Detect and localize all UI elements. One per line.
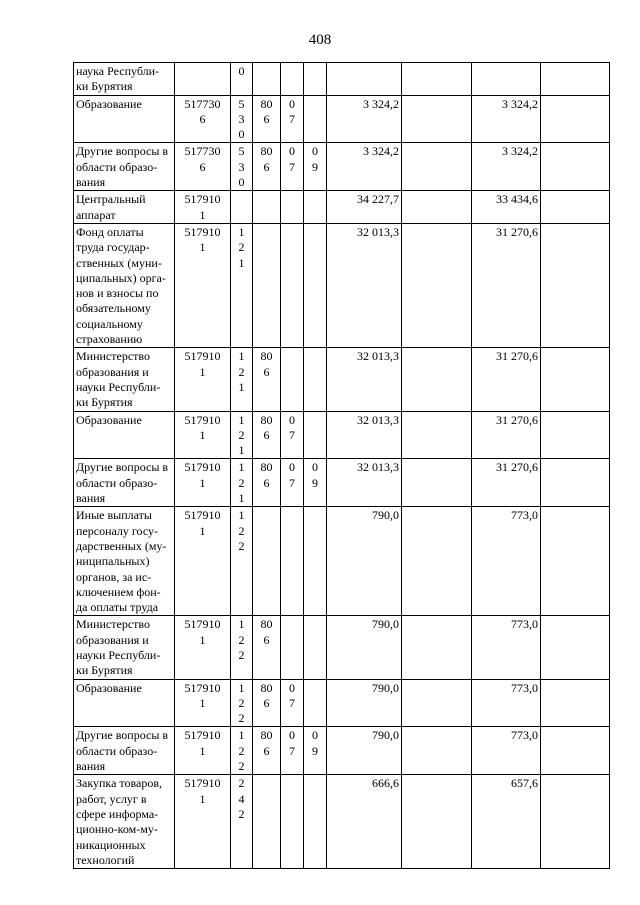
target-code: 517910 1 bbox=[175, 459, 231, 507]
amount-2: 33 434,6 bbox=[472, 191, 541, 224]
subsection-code bbox=[304, 411, 327, 459]
empty-cell bbox=[541, 775, 610, 869]
expense-type: 2 4 2 bbox=[231, 775, 253, 869]
table-row bbox=[74, 411, 610, 459]
amount-2: 31 270,6 bbox=[472, 223, 541, 347]
expense-type: 1 2 2 bbox=[231, 616, 253, 679]
ministry-code bbox=[253, 63, 281, 96]
target-code: 517910 1 bbox=[175, 411, 231, 459]
ministry-code bbox=[253, 191, 281, 224]
section-code bbox=[281, 191, 304, 224]
row-name: Другие вопросы в области образо- вания bbox=[74, 727, 175, 775]
table-row bbox=[74, 616, 610, 679]
row-name: Закупка товаров, работ, услуг в сфере информа- ционно-ком-му- никационных технологий bbox=[74, 775, 175, 869]
row-name: наука Республи- ки Бурятия bbox=[74, 63, 175, 96]
empty-cell bbox=[541, 727, 610, 775]
section-code bbox=[281, 348, 304, 411]
ministry-code: 80 6 bbox=[253, 679, 281, 727]
amount-1 bbox=[327, 63, 402, 96]
expense-type: 5 3 0 bbox=[231, 95, 253, 143]
target-code: 517910 1 bbox=[175, 223, 231, 347]
subsection-code bbox=[304, 775, 327, 869]
empty-cell bbox=[541, 459, 610, 507]
empty-cell bbox=[541, 223, 610, 347]
empty-cell bbox=[402, 679, 472, 727]
empty-cell bbox=[541, 63, 610, 96]
table-row bbox=[74, 143, 610, 191]
empty-cell bbox=[402, 775, 472, 869]
section-code bbox=[281, 223, 304, 347]
table-row bbox=[74, 348, 610, 411]
empty-cell bbox=[541, 143, 610, 191]
amount-2: 773,0 bbox=[472, 679, 541, 727]
empty-cell bbox=[402, 95, 472, 143]
target-code: 517730 6 bbox=[175, 143, 231, 191]
expense-type bbox=[231, 191, 253, 224]
ministry-code: 80 6 bbox=[253, 616, 281, 679]
amount-2: 31 270,6 bbox=[472, 459, 541, 507]
ministry-code: 80 6 bbox=[253, 95, 281, 143]
empty-cell bbox=[402, 63, 472, 96]
expense-type: 1 2 1 bbox=[231, 411, 253, 459]
subsection-code bbox=[304, 63, 327, 96]
target-code: 517910 1 bbox=[175, 616, 231, 679]
empty-cell bbox=[541, 411, 610, 459]
amount-2: 773,0 bbox=[472, 507, 541, 616]
amount-2: 31 270,6 bbox=[472, 411, 541, 459]
empty-cell bbox=[402, 143, 472, 191]
empty-cell bbox=[402, 616, 472, 679]
section-code bbox=[281, 507, 304, 616]
empty-cell bbox=[402, 223, 472, 347]
ministry-code bbox=[253, 775, 281, 869]
section-code: 0 7 bbox=[281, 95, 304, 143]
table-row bbox=[74, 727, 610, 775]
row-name: Министерство образования и науки Республи- ки Бурятия bbox=[74, 616, 175, 679]
section-code bbox=[281, 63, 304, 96]
expense-type: 5 3 0 bbox=[231, 143, 253, 191]
section-code: 0 7 bbox=[281, 411, 304, 459]
ministry-code: 80 6 bbox=[253, 411, 281, 459]
subsection-code: 0 9 bbox=[304, 727, 327, 775]
expense-type: 1 2 2 bbox=[231, 679, 253, 727]
page-number: 408 bbox=[308, 32, 332, 48]
empty-cell bbox=[402, 727, 472, 775]
target-code: 517910 1 bbox=[175, 191, 231, 224]
table-row bbox=[74, 459, 610, 507]
empty-cell bbox=[541, 679, 610, 727]
subsection-code: 0 9 bbox=[304, 459, 327, 507]
table-row bbox=[74, 679, 610, 727]
ministry-code bbox=[253, 507, 281, 616]
table-row bbox=[74, 775, 610, 869]
subsection-code bbox=[304, 679, 327, 727]
empty-cell bbox=[541, 616, 610, 679]
empty-cell bbox=[541, 507, 610, 616]
target-code: 517910 1 bbox=[175, 679, 231, 727]
empty-cell bbox=[402, 507, 472, 616]
row-name: Другие вопросы в области образо- вания bbox=[74, 459, 175, 507]
section-code: 0 7 bbox=[281, 143, 304, 191]
row-name: Образование bbox=[74, 411, 175, 459]
subsection-code bbox=[304, 95, 327, 143]
empty-cell bbox=[402, 411, 472, 459]
row-name: Другие вопросы в области образо- вания bbox=[74, 143, 175, 191]
table-row bbox=[74, 223, 610, 347]
amount-1: 32 013,3 bbox=[327, 348, 402, 411]
amount-2: 3 324,2 bbox=[472, 143, 541, 191]
expense-type: 0 bbox=[231, 63, 253, 96]
amount-2: 657,6 bbox=[472, 775, 541, 869]
empty-cell bbox=[402, 191, 472, 224]
section-code: 0 7 bbox=[281, 679, 304, 727]
expense-type: 1 2 1 bbox=[231, 459, 253, 507]
amount-1: 790,0 bbox=[327, 616, 402, 679]
row-name: Центральный аппарат bbox=[74, 191, 175, 224]
budget-table bbox=[73, 62, 610, 869]
row-name: Фонд оплаты труда государ- ственных (муни- ципальных) орга- нов и взносы по обязательному социальному страхованию bbox=[74, 223, 175, 347]
table-row bbox=[74, 63, 610, 96]
expense-type: 1 2 1 bbox=[231, 348, 253, 411]
amount-2: 31 270,6 bbox=[472, 348, 541, 411]
subsection-code: 0 9 bbox=[304, 143, 327, 191]
ministry-code: 80 6 bbox=[253, 143, 281, 191]
table-row bbox=[74, 95, 610, 143]
target-code: 517910 1 bbox=[175, 775, 231, 869]
section-code: 0 7 bbox=[281, 727, 304, 775]
amount-2: 773,0 bbox=[472, 727, 541, 775]
amount-1: 34 227,7 bbox=[327, 191, 402, 224]
amount-1: 790,0 bbox=[327, 679, 402, 727]
subsection-code bbox=[304, 507, 327, 616]
target-code: 517910 1 bbox=[175, 348, 231, 411]
section-code bbox=[281, 616, 304, 679]
ministry-code bbox=[253, 223, 281, 347]
empty-cell bbox=[541, 348, 610, 411]
amount-2 bbox=[472, 63, 541, 96]
target-code: 517910 1 bbox=[175, 727, 231, 775]
row-name: Иные выплаты персоналу госу- дарственных (му- ниципальных) органов, за ис- ключением фон- да оплаты труда bbox=[74, 507, 175, 616]
target-code bbox=[175, 63, 231, 96]
subsection-code bbox=[304, 348, 327, 411]
amount-1: 32 013,3 bbox=[327, 411, 402, 459]
subsection-code bbox=[304, 191, 327, 224]
amount-1: 3 324,2 bbox=[327, 143, 402, 191]
table-row bbox=[74, 507, 610, 616]
table-row bbox=[74, 191, 610, 224]
target-code: 517730 6 bbox=[175, 95, 231, 143]
target-code: 517910 1 bbox=[175, 507, 231, 616]
ministry-code: 80 6 bbox=[253, 459, 281, 507]
section-code: 0 7 bbox=[281, 459, 304, 507]
amount-2: 3 324,2 bbox=[472, 95, 541, 143]
amount-1: 790,0 bbox=[327, 507, 402, 616]
subsection-code bbox=[304, 616, 327, 679]
empty-cell bbox=[402, 348, 472, 411]
subsection-code bbox=[304, 223, 327, 347]
ministry-code: 80 6 bbox=[253, 727, 281, 775]
empty-cell bbox=[402, 459, 472, 507]
expense-type: 1 2 2 bbox=[231, 727, 253, 775]
amount-1: 3 324,2 bbox=[327, 95, 402, 143]
empty-cell bbox=[541, 191, 610, 224]
ministry-code: 80 6 bbox=[253, 348, 281, 411]
amount-1: 790,0 bbox=[327, 727, 402, 775]
expense-type: 1 2 2 bbox=[231, 507, 253, 616]
row-name: Образование bbox=[74, 95, 175, 143]
amount-1: 32 013,3 bbox=[327, 223, 402, 347]
expense-type: 1 2 1 bbox=[231, 223, 253, 347]
empty-cell bbox=[541, 95, 610, 143]
amount-2: 773,0 bbox=[472, 616, 541, 679]
row-name: Министерство образования и науки Республи- ки Бурятия bbox=[74, 348, 175, 411]
amount-1: 666,6 bbox=[327, 775, 402, 869]
section-code bbox=[281, 775, 304, 869]
row-name: Образование bbox=[74, 679, 175, 727]
amount-1: 32 013,3 bbox=[327, 459, 402, 507]
